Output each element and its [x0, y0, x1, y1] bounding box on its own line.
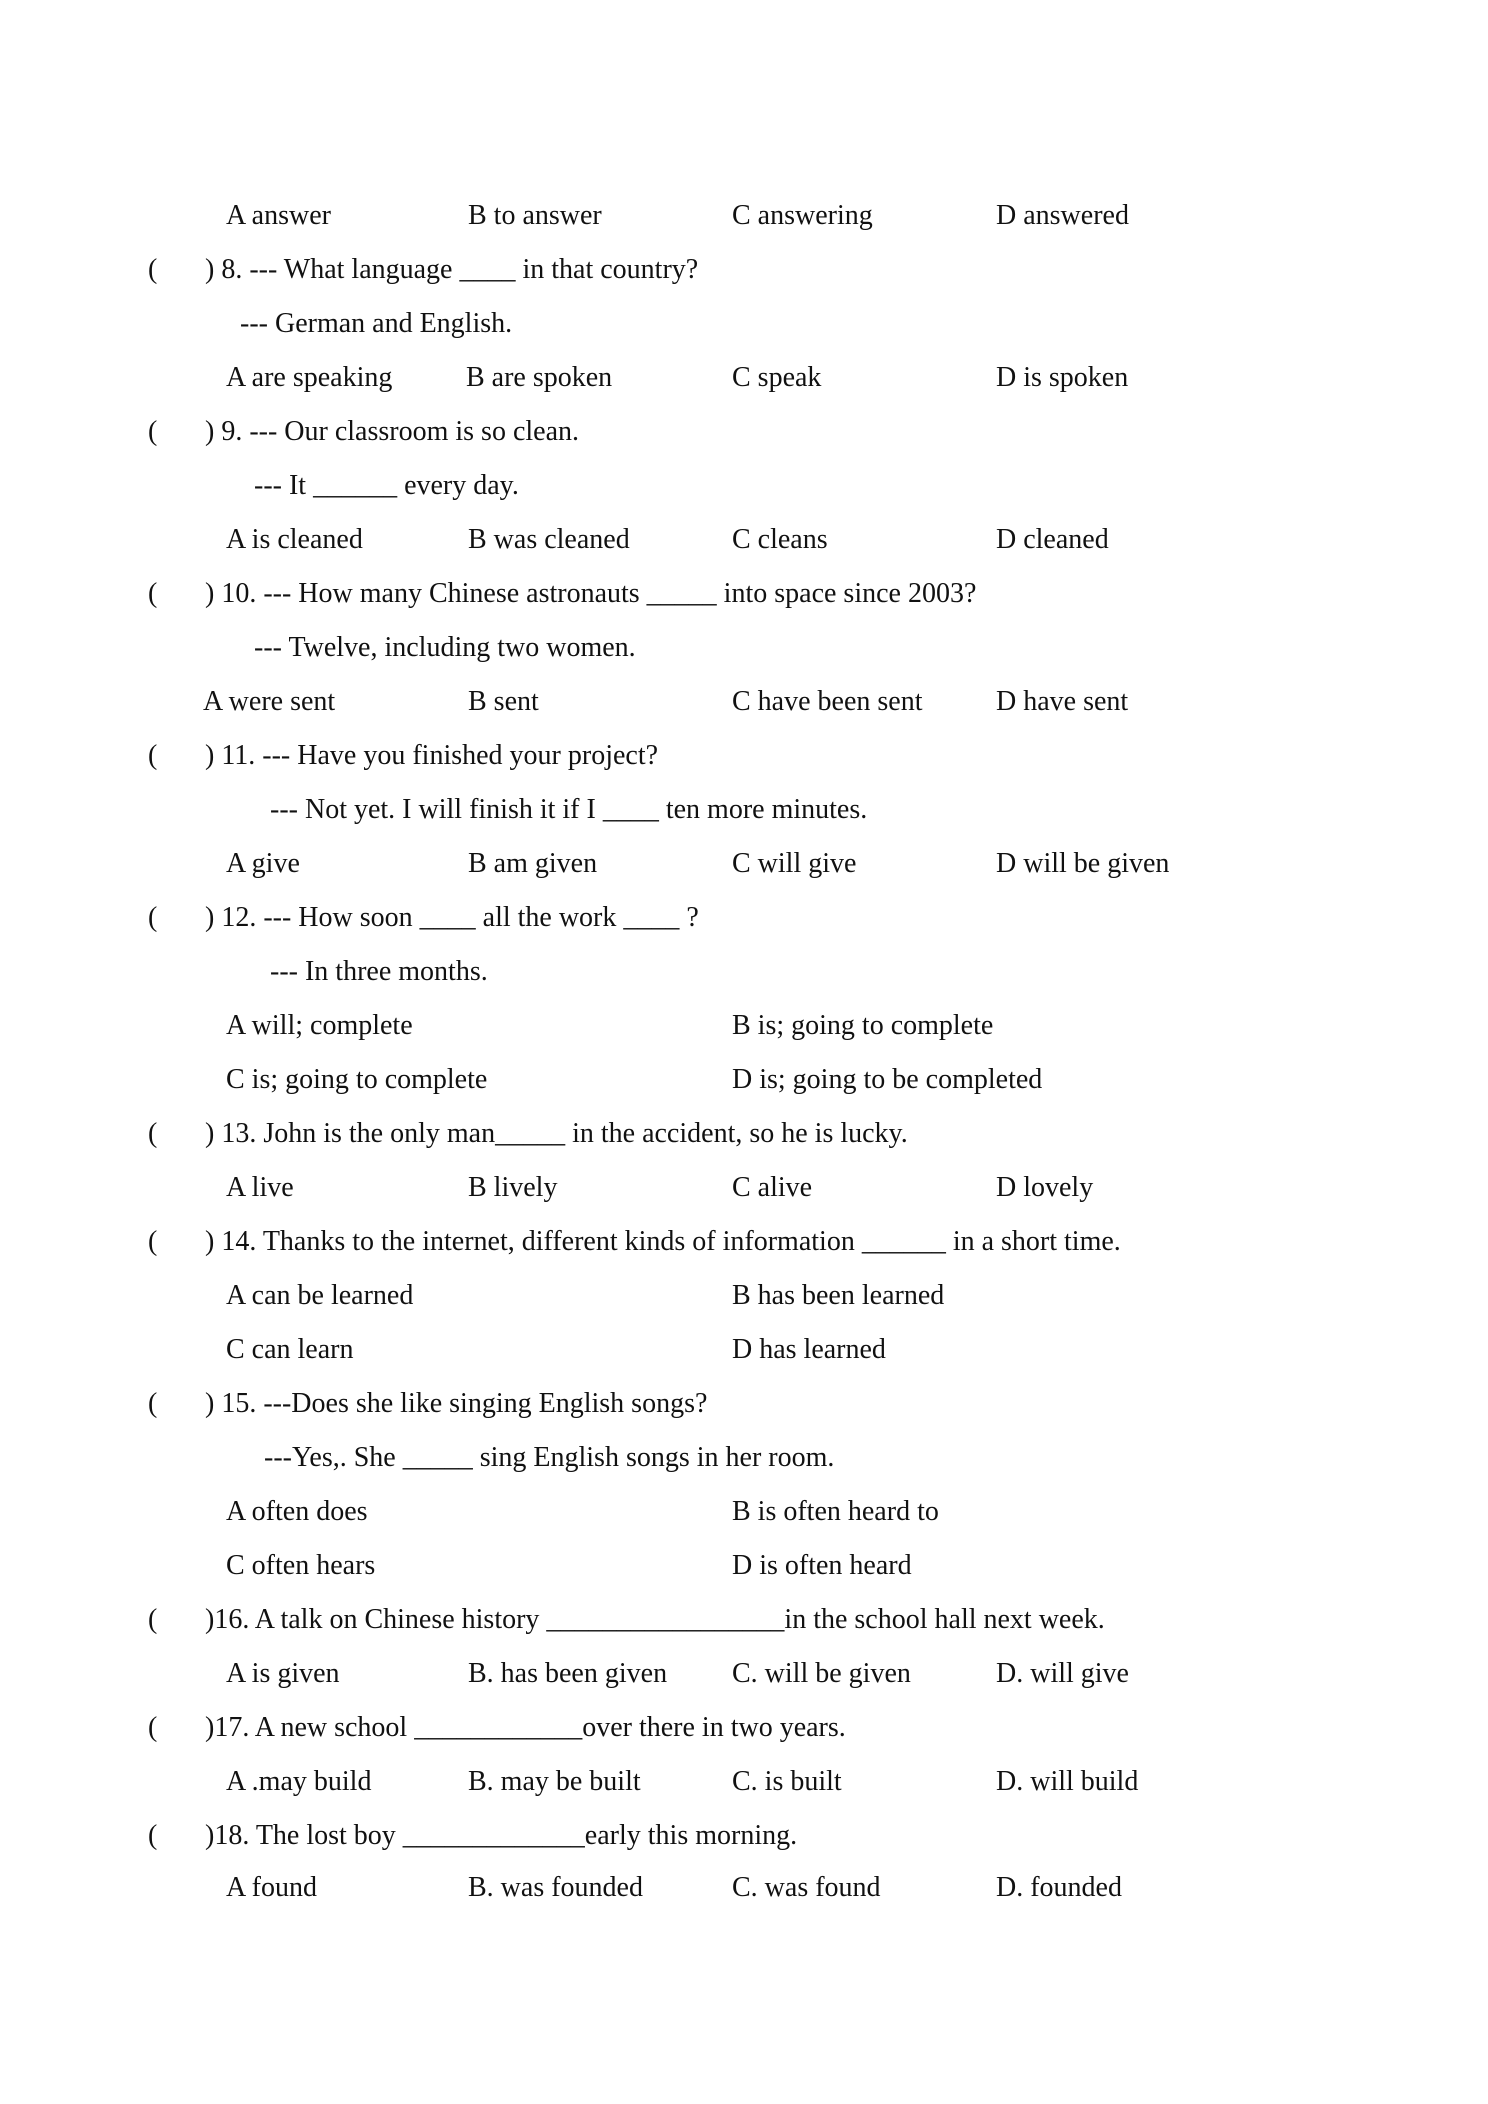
options-q7-b: B to answer: [468, 200, 602, 231]
options-q18-b: B. was founded: [468, 1872, 643, 1903]
options-q17-c: C. is built: [732, 1766, 842, 1797]
question-14: ) 14. Thanks to the internet, different kinds of information ______ in a short time.: [205, 1226, 1121, 1257]
options-q16-c: C. will be given: [732, 1658, 911, 1689]
options-q15-b: B is often heard to: [732, 1496, 939, 1527]
options-q17-b: B. may be built: [468, 1766, 641, 1797]
options-q16-b: B. has been given: [468, 1658, 668, 1689]
answer-paren-q16: (: [148, 1604, 158, 1635]
options-q8-a: A are speaking: [226, 362, 393, 393]
question-11: ) 11. --- Have you finished your project?: [205, 740, 659, 771]
options-q8-b: B are spoken: [466, 362, 613, 393]
options-q18-d: D. founded: [996, 1872, 1122, 1903]
options-q17-a: A .may build: [226, 1766, 372, 1797]
options-q13-d: D lovely: [996, 1172, 1094, 1203]
options-q18-c: C. was found: [732, 1872, 881, 1903]
answer-paren-q18: (: [148, 1820, 158, 1851]
options-q18-a: A found: [226, 1872, 317, 1903]
options-q17-d: D. will build: [996, 1766, 1139, 1797]
dialog-reply-q12: --- In three months.: [270, 956, 488, 987]
options-q14-d: D has learned: [732, 1334, 886, 1365]
options-q15-c: C often hears: [226, 1550, 376, 1581]
options-q13-c: C alive: [732, 1172, 813, 1203]
options-q13-a: A live: [226, 1172, 294, 1203]
options-q12-b: B is; going to complete: [732, 1010, 994, 1041]
dialog-reply-q8: --- German and English.: [240, 308, 513, 339]
options-q10-d: D have sent: [996, 686, 1129, 717]
options-q11-b: B am given: [468, 848, 598, 879]
question-12: ) 12. --- How soon ____ all the work ____ ?: [205, 902, 699, 933]
options-q9-d: D cleaned: [996, 524, 1109, 555]
answer-paren-q13: (: [148, 1118, 158, 1149]
options-q14-a: A can be learned: [226, 1280, 414, 1311]
answer-paren-q15: (: [148, 1388, 158, 1419]
question-10: ) 10. --- How many Chinese astronauts _____ into space since 2003?: [205, 578, 977, 609]
options-q7-a: A answer: [226, 200, 331, 231]
options-q8-d: D is spoken: [996, 362, 1129, 393]
question-15: ) 15. ---Does she like singing English songs?: [205, 1388, 708, 1419]
options-q8-c: C speak: [732, 362, 822, 393]
dialog-reply-q9: --- It ______ every day.: [254, 470, 519, 501]
question-18: )18. The lost boy _____________early this morning.: [205, 1820, 798, 1851]
options-q12-a: A will; complete: [226, 1010, 413, 1041]
options-q7-c: C answering: [732, 200, 873, 231]
answer-paren-q11: (: [148, 740, 158, 771]
options-q11-a: A give: [226, 848, 300, 879]
options-q15-a: A often does: [226, 1496, 368, 1527]
options-q13-b: B lively: [468, 1172, 558, 1203]
options-q7-d: D answered: [996, 200, 1129, 231]
options-q10-c: C have been sent: [732, 686, 923, 717]
options-q9-a: A is cleaned: [226, 524, 363, 555]
options-q15-d: D is often heard: [732, 1550, 912, 1581]
options-q16-a: A is given: [226, 1658, 340, 1689]
options-q10-a: A were sent: [203, 686, 336, 717]
answer-paren-q8: (: [148, 254, 158, 285]
options-q9-c: C cleans: [732, 524, 828, 555]
options-q10-b: B sent: [468, 686, 539, 717]
options-q14-c: C can learn: [226, 1334, 354, 1365]
answer-paren-q9: (: [148, 416, 158, 447]
options-q11-d: D will be given: [996, 848, 1170, 879]
options-q9-b: B was cleaned: [468, 524, 630, 555]
dialog-reply-q11: --- Not yet. I will finish it if I ____ ten more minutes.: [270, 794, 868, 825]
answer-paren-q10: (: [148, 578, 158, 609]
dialog-reply-q15: ---Yes,. She _____ sing English songs in her room.: [264, 1442, 835, 1473]
answer-paren-q14: (: [148, 1226, 158, 1257]
question-17: )17. A new school ____________over there in two years.: [205, 1712, 846, 1743]
options-q12-d: D is; going to be completed: [732, 1064, 1043, 1095]
options-q16-d: D. will give: [996, 1658, 1129, 1689]
answer-paren-q12: (: [148, 902, 158, 933]
question-13: ) 13. John is the only man_____ in the accident, so he is lucky.: [205, 1118, 908, 1149]
question-9: ) 9. --- Our classroom is so clean.: [205, 416, 580, 447]
options-q14-b: B has been learned: [732, 1280, 945, 1311]
answer-paren-q17: (: [148, 1712, 158, 1743]
dialog-reply-q10: --- Twelve, including two women.: [254, 632, 636, 663]
options-q11-c: C will give: [732, 848, 857, 879]
question-16: )16. A talk on Chinese history _________________in the school hall next week.: [205, 1604, 1105, 1635]
options-q12-c: C is; going to complete: [226, 1064, 488, 1095]
question-8: ) 8. --- What language ____ in that country?: [205, 254, 699, 285]
